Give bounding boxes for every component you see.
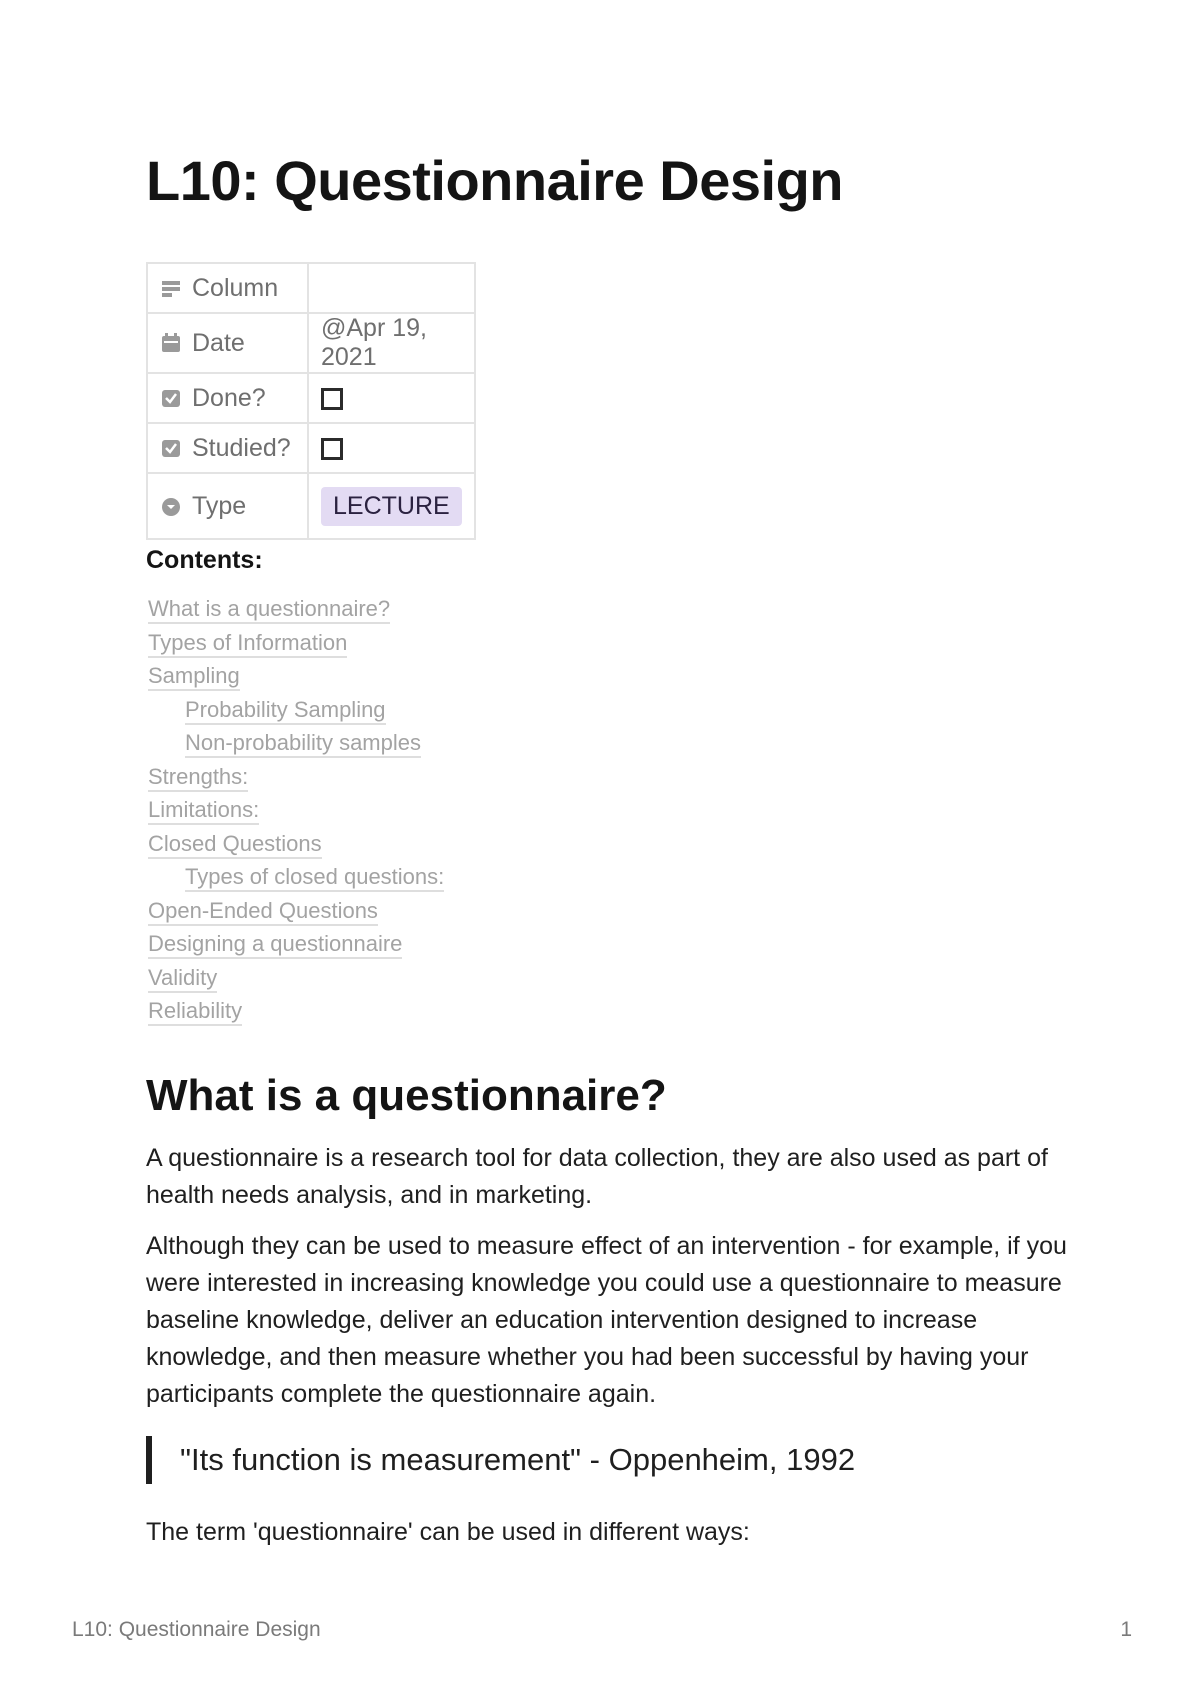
toc-item (148, 894, 444, 928)
toc-item (148, 994, 444, 1028)
property-key-studied[interactable] (147, 423, 308, 473)
blockquote: "Its function is measurement" - Oppenheim, 1992 (146, 1436, 855, 1484)
toc-item (148, 793, 444, 827)
paragraph: The term 'questionnaire' can be used in different ways: (146, 1518, 750, 1546)
checkbox-icon (160, 387, 182, 409)
toc-link[interactable]: Limitations: (148, 797, 259, 825)
toc-item (148, 760, 444, 794)
toc-link[interactable]: Open-Ended Questions (148, 898, 378, 926)
property-label: Date (192, 328, 245, 357)
toc-link[interactable]: Sampling (148, 663, 240, 691)
footer-title: L10: Questionnaire Design (72, 1618, 321, 1641)
studied-checkbox[interactable] (321, 438, 343, 460)
table-of-contents (148, 592, 444, 1028)
paragraph: Although they can be used to measure effect of an intervention - for example, if you were interested in increasing knowledge you could use a questionnaire to measure baseline knowledge, deliver an education intervention designed to increase knowledge, and then measure whether you had been successful by having your participants complete the questionnaire again. (146, 1232, 1067, 1408)
toc-link[interactable]: What is a questionnaire? (148, 596, 390, 624)
toc-link[interactable]: Reliability (148, 998, 242, 1026)
property-label: Type (192, 491, 247, 520)
property-label: Column (192, 273, 279, 302)
property-value-column[interactable] (308, 263, 475, 313)
property-key-type[interactable] (147, 473, 308, 539)
property-key-column[interactable] (147, 263, 308, 313)
contents-title: Contents: (146, 546, 263, 574)
checkbox-icon (160, 437, 182, 459)
property-value-studied[interactable] (308, 423, 475, 473)
toc-item (148, 961, 444, 995)
page-title: L10: Questionnaire Design (146, 149, 843, 212)
property-label: Done? (192, 383, 266, 412)
select-circle-icon (160, 495, 182, 517)
toc-item (148, 827, 444, 861)
toc-subitem (148, 693, 444, 727)
text-lines-icon (160, 277, 182, 299)
toc-item (148, 626, 444, 660)
toc-subitem (148, 726, 444, 760)
done-checkbox[interactable] (321, 388, 343, 410)
toc-link[interactable]: Strengths: (148, 764, 248, 792)
toc-subitem (148, 860, 444, 894)
type-tag[interactable]: LECTURE (321, 487, 462, 526)
toc-link[interactable]: Probability Sampling (185, 697, 386, 725)
toc-item (148, 592, 444, 626)
toc-link[interactable]: Designing a questionnaire (148, 931, 402, 959)
property-row-column (147, 263, 475, 313)
properties-table (146, 262, 476, 540)
property-row-studied (147, 423, 475, 473)
property-row-type (147, 473, 475, 539)
property-key-done[interactable] (147, 373, 308, 423)
toc-item (148, 659, 444, 693)
property-row-done (147, 373, 475, 423)
property-row-date (147, 313, 475, 373)
property-key-date[interactable] (147, 313, 308, 373)
page-number: 1 (1120, 1618, 1132, 1641)
property-label: Studied? (192, 433, 291, 462)
paragraph: A questionnaire is a research tool for data collection, they are also used as part of health needs analysis, and in marketing. (146, 1144, 1048, 1209)
toc-link[interactable]: Types of closed questions: (185, 864, 444, 892)
property-value-done[interactable] (308, 373, 475, 423)
toc-item (148, 927, 444, 961)
toc-link[interactable]: Validity (148, 965, 217, 993)
property-value-date[interactable]: @Apr 19, 2021 (308, 313, 475, 373)
toc-link[interactable]: Non-probability samples (185, 730, 421, 758)
toc-link[interactable]: Types of Information (148, 630, 347, 658)
calendar-icon (160, 332, 182, 354)
section-heading: What is a questionnaire? (146, 1071, 667, 1120)
toc-link[interactable]: Closed Questions (148, 831, 322, 859)
property-value-type[interactable] (308, 473, 475, 539)
